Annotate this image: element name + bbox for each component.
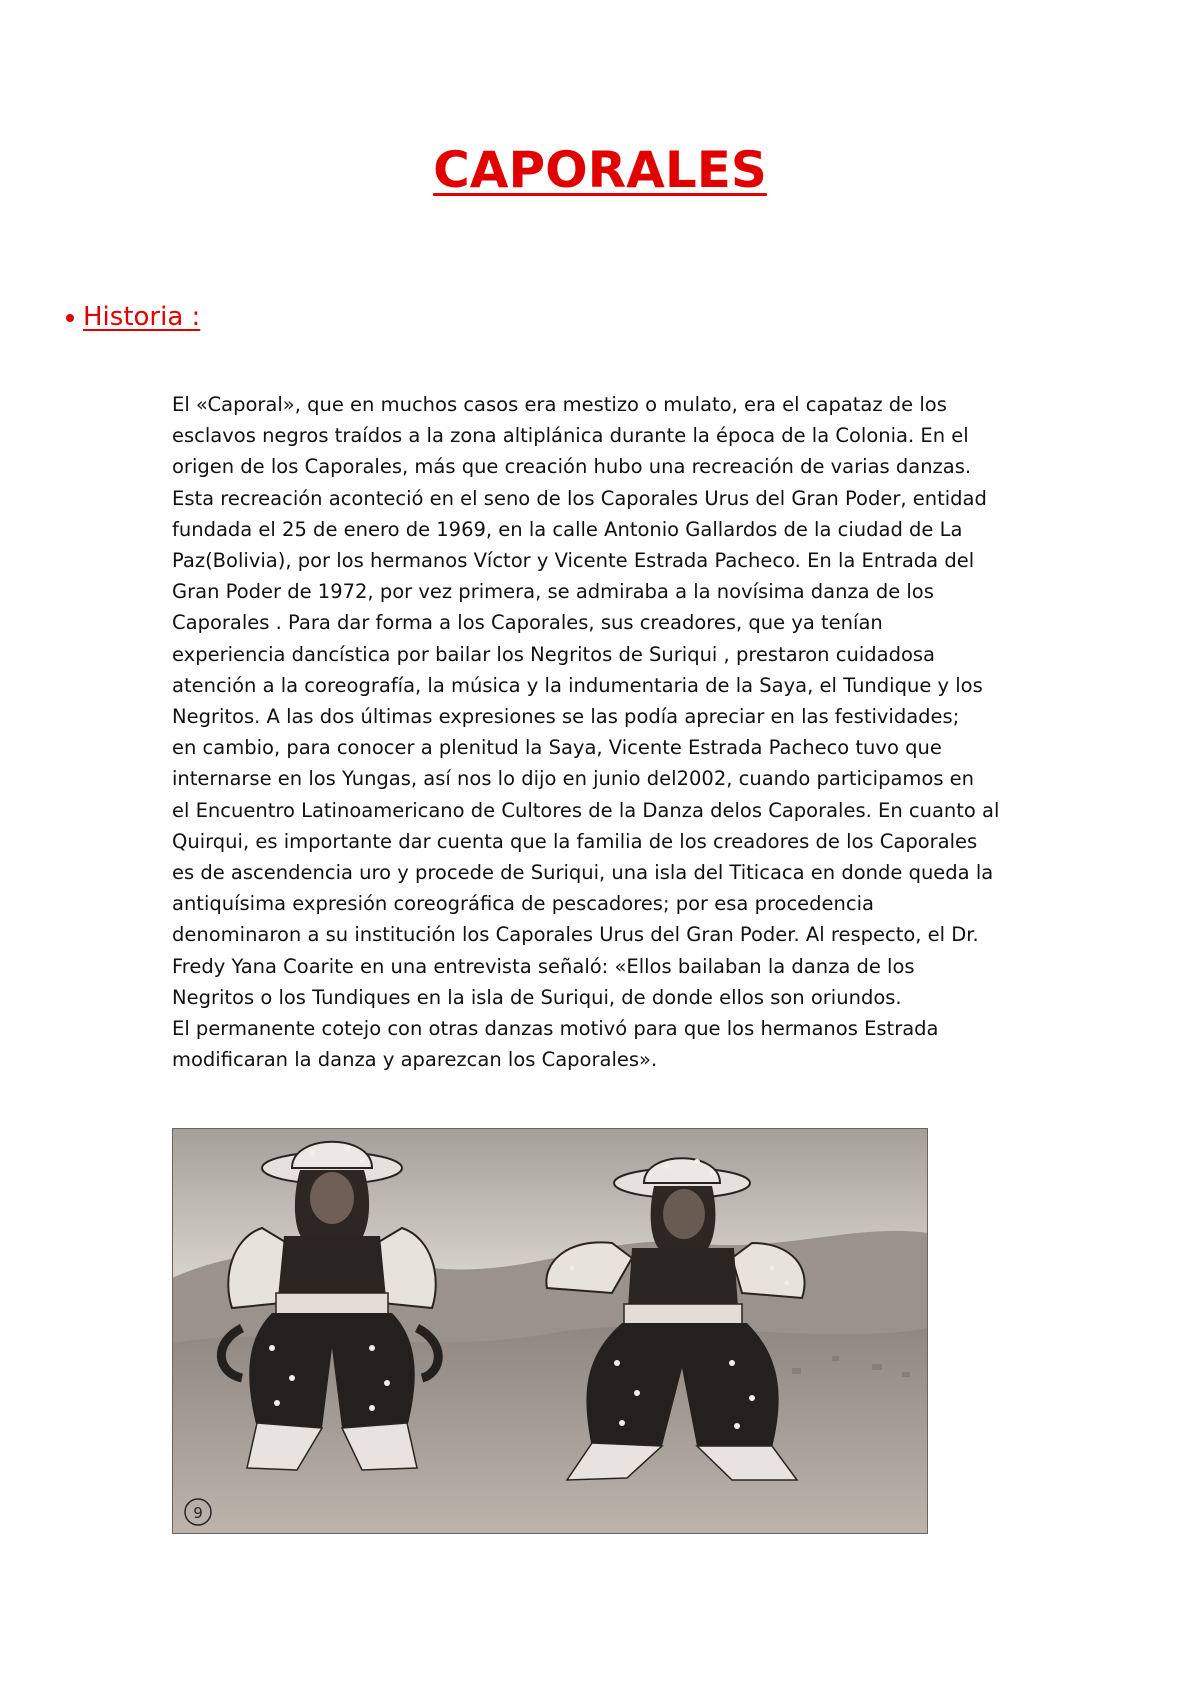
paragraph-line: El permanente cotejo con otras danzas motivó para que los hermanos Estrada (172, 1017, 939, 1041)
paragraph-line: El «Caporal», que en muchos casos era mestizo o mulato, era el capataz de los (172, 393, 947, 416)
paragraph-line: esclavos negros traídos a la zona altiplánica durante la época de la Colonia. En el (172, 424, 969, 448)
paragraph-line: internarse en los Yungas, así nos lo dijo en junio del2002, cuando participamos en (172, 767, 975, 791)
photo-page-number: 9 (193, 1504, 203, 1522)
paragraph-line: en cambio, para conocer a plenitud la Saya, Vicente Estrada Pacheco tuvo que (172, 736, 942, 760)
paragraph-line: modificaran la danza y aparezcan los Caporales». (172, 1048, 658, 1072)
paragraph-line: fundada el 25 de enero de 1969, en la calle Antonio Gallardos de la ciudad de La (172, 517, 963, 541)
paragraph-line: experiencia dancística por bailar los Negritos de Suriqui , prestaron cuidadosa (172, 642, 935, 666)
paragraph-line: el Encuentro Latinoamericano de Cultores de la Danza delos Caporales. En cuanto al (172, 798, 1000, 822)
paragraph-line: atención a la coreografía, la música y la indumentaria de la Saya, el Tundique y los (172, 673, 983, 697)
history-paragraph (172, 389, 1052, 1075)
paragraph-line: Esta recreación aconteció en el seno de los Caporales Urus del Gran Poder, entidad (172, 486, 987, 510)
paragraph-line: Paz(Bolivia), por los hermanos Víctor y Vicente Estrada Pacheco. En la Entrada del (172, 549, 975, 573)
paragraph-line: antiquísima expresión coreográfica de pescadores; por esa procedencia (172, 892, 874, 916)
paragraph-line: Caporales . Para dar forma a los Caporales, sus creadores, que ya tenían (172, 611, 883, 635)
paragraph-line: Fredy Yana Coarite en una entrevista señaló: «Ellos bailaban la danza de los (172, 954, 915, 978)
paragraph-line: denominaron a su institución los Caporales Urus del Gran Poder. Al respecto, el Dr. (172, 923, 979, 947)
section-heading-historia (66, 300, 200, 334)
page-title: CAPORALES (433, 141, 767, 199)
dancers-photo-illustration (172, 1128, 928, 1534)
section-heading-label: Historia : (83, 302, 201, 332)
paragraph-line: es de ascendencia uro y procede de Suriqui, una isla del Titicaca en donde queda la (172, 861, 994, 885)
paragraph-line: Quirqui, es importante dar cuenta que la familia de los creadores de los Caporales (172, 829, 978, 853)
paragraph-line: Negritos o los Tundiques en la isla de Suriqui, de donde ellos son oriundos. (172, 985, 902, 1009)
paragraph-line: Negritos. A las dos últimas expresiones se las podía apreciar en las festividades; (172, 705, 960, 729)
bullet-dot-icon (66, 314, 74, 322)
caporales-dancers-photo (172, 1128, 928, 1534)
paragraph-line: Gran Poder de 1972, por vez primera, se admiraba a la novísima danza de los (172, 580, 934, 604)
paragraph-line: origen de los Caporales, más que creación hubo una recreación de varias danzas. (172, 455, 972, 479)
